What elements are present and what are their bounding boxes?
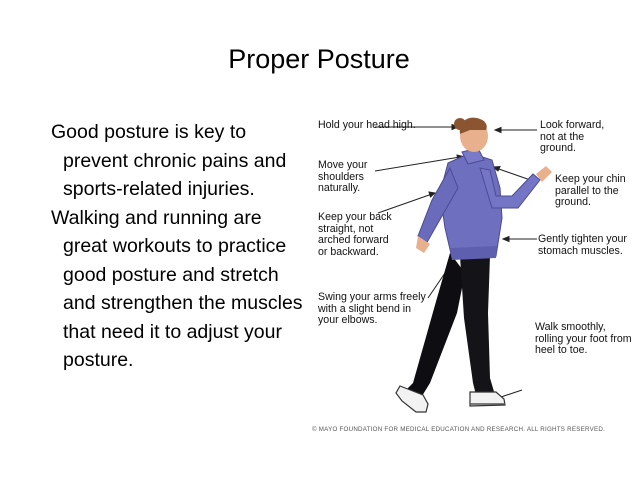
label-swing-arms: Swing your arms freely with a slight bend in your elbows. — [318, 291, 426, 326]
slide-body-text — [51, 118, 306, 375]
label-look-forward: Look forward, not at the ground. — [540, 119, 605, 154]
copyright-credit: © MAYO FOUNDATION FOR MEDICAL EDUCATION AND RESEARCH. ALL RIGHTS RESERVED. — [312, 426, 606, 433]
label-walk-smoothly: Walk smoothly, rolling your foot from heel to toe. — [535, 321, 632, 356]
paragraph-walking-running: Walking and running are great workouts to practice good posture and stretch and strengthen the muscles that need it to adjust your posture. — [51, 206, 303, 371]
front-leg — [460, 256, 495, 395]
label-back-straight: Keep your back straight, not arched forward or backward. — [318, 211, 392, 258]
label-hold-head: Hold your head high. — [318, 119, 416, 131]
label-move-shoulders: Move your shoulders naturally. — [318, 159, 368, 194]
paragraph-posture-importance: Good posture is key to prevent chronic pains and sports-related injuries. — [51, 121, 287, 200]
slide-title: Proper Posture — [228, 44, 410, 74]
label-chin-parallel: Keep your chin parallel to the ground. — [555, 173, 626, 208]
label-tighten-stomach: Gently tighten your stomach muscles. — [538, 233, 627, 257]
posture-illustration — [300, 108, 638, 438]
walking-woman-figure — [300, 108, 638, 438]
jacket-hem — [450, 246, 497, 260]
hair-bun — [454, 118, 466, 130]
